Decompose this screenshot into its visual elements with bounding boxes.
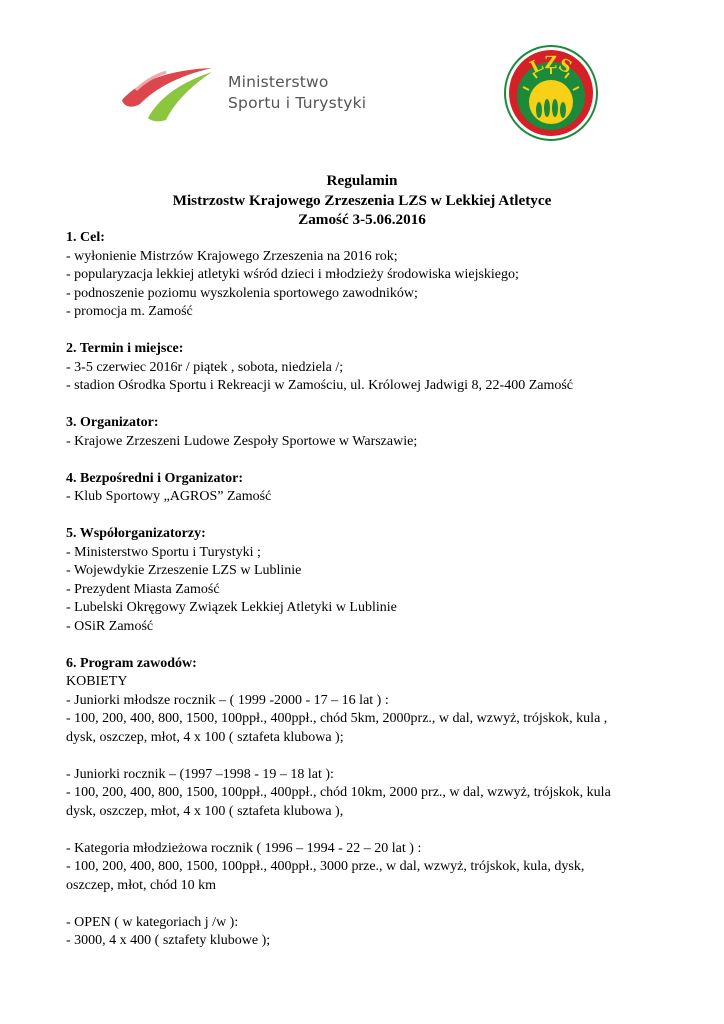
ministry-name-line1: Ministerstwo bbox=[228, 73, 329, 91]
list-item: - Kategoria młodzieżowa rocznik ( 1996 – 1994 - 22 – 20 lat ) : bbox=[66, 840, 422, 856]
section-program bbox=[66, 655, 666, 951]
spacer bbox=[66, 451, 666, 470]
list-item: - stadion Ośrodka Sportu i Rekreacji w Zamościu, ul. Królowej Jadwigi 8, 22-400 Zamość bbox=[66, 378, 574, 393]
spacer bbox=[66, 507, 666, 526]
section-wspolorganizatorzy bbox=[66, 525, 666, 636]
ministry-name bbox=[228, 72, 366, 114]
list-item: - popularyzacja lekkiej atletyki wśród dzieci i młodzieży środowiska wiejskiego; bbox=[66, 267, 519, 282]
list-item: - wyłonienie Mistrzów Krajowego Zrzeszenia na 2016 rok; bbox=[66, 248, 398, 264]
ministry-name-line2: Sportu i Turystyki bbox=[228, 94, 367, 112]
ministry-swoosh-icon bbox=[118, 60, 214, 122]
list-item: - Juniorki młodsze rocznik – ( 1999 -2000 - 17 – 16 lat ) : bbox=[66, 692, 389, 708]
subheading: KOBIETY bbox=[66, 674, 128, 689]
list-item: - Ministerstwo Sportu i Turystyki ; bbox=[66, 544, 261, 560]
section-heading: 5. Współorganizatorzy: bbox=[66, 526, 206, 541]
list-item: - OSiR Zamość bbox=[66, 618, 154, 634]
title-line-2: Mistrzostw Krajowego Zrzeszenia LZS w Lekkiej Atletyce bbox=[172, 191, 552, 209]
list-item: - 100, 200, 400, 800, 1500, 100ppł., 400ppł., chód 10km, 2000 prz., w dal, wzwyż, trójskok, kula bbox=[66, 785, 611, 800]
list-item: - Juniorki rocznik – (1997 –1998 - 19 – 18 lat ): bbox=[66, 766, 334, 782]
list-item: dysk, oszczep, młot, 4 x 100 ( sztafeta klubowa ); bbox=[66, 729, 344, 745]
list-item: - Prezydent Miasta Zamość bbox=[66, 581, 220, 597]
list-item: - promocja m. Zamość bbox=[66, 304, 193, 319]
section-heading: 6. Program zawodów: bbox=[66, 655, 197, 671]
section-heading: 3. Organizator: bbox=[66, 415, 159, 430]
list-item: - 3000, 4 x 400 ( sztafety klubowe ); bbox=[66, 933, 271, 948]
document-body bbox=[66, 229, 666, 951]
document-title bbox=[0, 171, 724, 230]
list-item: - 3-5 czerwiec 2016r / piątek , sobota, niedziela /; bbox=[66, 359, 344, 375]
list-item: - OPEN ( w kategoriach j /w ): bbox=[66, 914, 239, 930]
list-item: - Wojewdykie Zrzeszenie LZS w Lublinie bbox=[66, 563, 302, 578]
ministry-logo bbox=[118, 60, 368, 122]
list-item: - 100, 200, 400, 800, 1500, 100ppł., 400ppł., 3000 prze., w dal, wzwyż, trójskok, kula, dysk, bbox=[66, 859, 585, 874]
list-item: - Lubelski Okręgowy Związek Lekkiej Atletyki w Lublinie bbox=[66, 600, 397, 615]
spacer bbox=[66, 747, 666, 766]
lzs-logo-text: LZS bbox=[527, 53, 575, 79]
section-heading: 2. Termin i miejsce: bbox=[66, 341, 184, 356]
list-item: - Klub Sportowy „AGROS” Zamość bbox=[66, 489, 272, 504]
section-termin bbox=[66, 340, 666, 396]
title-line-3: Zamość 3-5.06.2016 bbox=[298, 211, 426, 228]
spacer bbox=[66, 821, 666, 840]
spacer bbox=[66, 895, 666, 914]
section-heading: 4. Bezpośredni i Organizator: bbox=[66, 470, 244, 486]
list-item: oszczep, młot, chód 10 km bbox=[66, 877, 217, 893]
list-item: - Krajowe Zrzeszeni Ludowe Zespoły Sportowe w Warszawie; bbox=[66, 433, 418, 449]
title-line-1: Regulamin bbox=[326, 172, 398, 189]
list-item: - 100, 200, 400, 800, 1500, 100ppł., 400ppł., chód 5km, 2000prz., w dal, wzwyż, trójskok, kula , bbox=[66, 711, 608, 726]
section-cel bbox=[66, 229, 666, 322]
spacer bbox=[66, 396, 666, 415]
spacer bbox=[66, 322, 666, 341]
spacer bbox=[66, 636, 666, 655]
section-heading: 1. Cel: bbox=[66, 230, 105, 245]
lzs-logo bbox=[503, 44, 599, 142]
section-bezposredni bbox=[66, 470, 666, 507]
section-organizator bbox=[66, 414, 666, 451]
list-item: dysk, oszczep, młot, 4 x 100 ( sztafeta klubowa ), bbox=[66, 803, 344, 819]
list-item: - podnoszenie poziomu wyszkolenia sportowego zawodników; bbox=[66, 285, 418, 301]
